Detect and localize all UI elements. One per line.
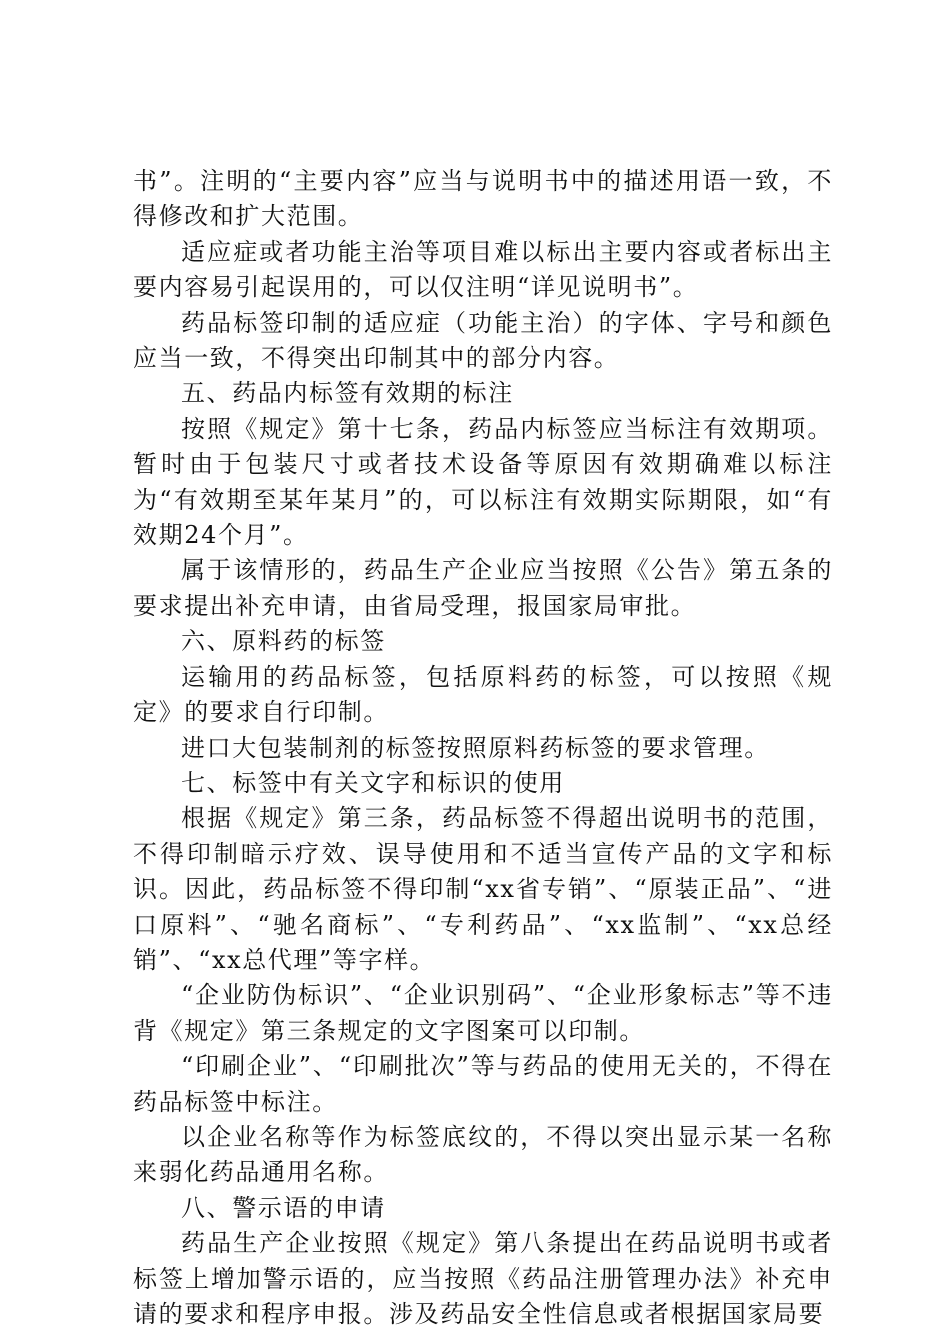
paragraph: 适应症或者功能主治等项目难以标出主要内容或者标出主要内容易引起误用的，可以仅注明“详见说明书”。 xyxy=(133,237,833,302)
section-heading-6: 六、原料药的标签 xyxy=(181,627,386,656)
paragraph: “印刷企业”、“印刷批次”等与药品的使用无关的，不得在药品标签中标注。 xyxy=(133,1052,833,1116)
paragraph: 根据《规定》第三条，药品标签不得超出说明书的范围，不得印制暗示疗效、误导使用和不适当宣传产品的文字和标识。因此，药品标签不得印制“xx省专销”、“原装正品”、“进口原料”、“驰名商标”、“专利药品”、“xx监制”、“xx总经销”、“xx总代理”等字样。 xyxy=(133,804,833,974)
paragraph: 进口大包装制剂的标签按照原料药标签的要求管理。 xyxy=(181,733,770,762)
paragraph: 运输用的药品标签，包括原料药的标签，可以按照《规定》的要求自行印制。 xyxy=(133,662,833,727)
section-heading-7: 七、标签中有关文字和标识的使用 xyxy=(181,768,565,797)
section-heading-5: 五、药品内标签有效期的标注 xyxy=(181,379,514,408)
paragraph-continuation: 书”。注明的“主要内容”应当与说明书中的描述用语一致，不得修改和扩大范围。 xyxy=(133,167,833,231)
paragraph: 按照《规定》第十七条，药品内标签应当标注有效期项。暂时由于包装尺寸或者技术设备等原因有效期确难以标注为“有效期至某年某月”的，可以标注有效期实际期限，如“有效期24个月”。 xyxy=(133,414,833,550)
document-body xyxy=(133,164,833,1332)
paragraph: “企业防伪标识”、“企业识别码”、“企业形象标志”等不违背《规定》第三条规定的文字图案可以印制。 xyxy=(133,981,833,1045)
paragraph: 属于该情形的，药品生产企业应当按照《公告》第五条的要求提出补充申请，由省局受理，报国家局审批。 xyxy=(133,556,833,620)
section-heading-8: 八、警示语的申请 xyxy=(181,1193,386,1222)
paragraph: 以企业名称等作为标签底纹的，不得以突出显示某一名称来弱化药品通用名称。 xyxy=(133,1122,833,1187)
paragraph: 药品生产企业按照《规定》第八条提出在药品说明书或者标签上增加警示语的，应当按照《药品注册管理办法》补充申请的要求和程序申报。涉及药品安全性信息或者根据国家局要 xyxy=(133,1229,833,1328)
paragraph: 药品标签印制的适应症（功能主治）的字体、字号和颜色应当一致，不得突出印制其中的部分内容。 xyxy=(133,308,833,373)
